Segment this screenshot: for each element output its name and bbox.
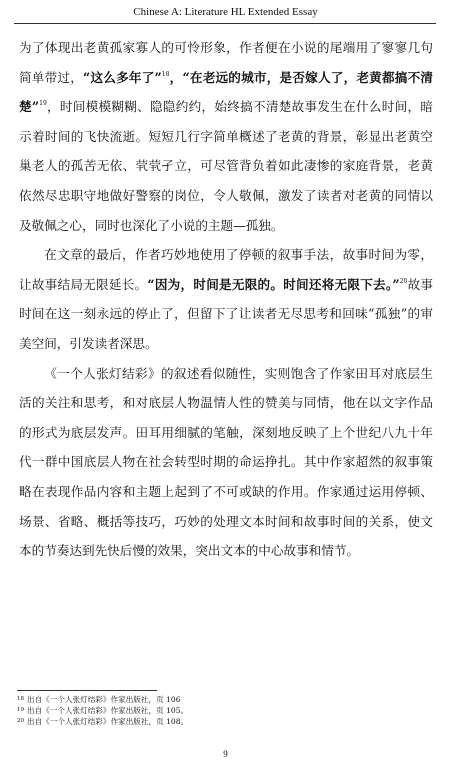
paragraph-1-text-1: 为了体现出老黄孤家寡人的可怜形象，作者便在小说的尾端用了寥寥几句简单带过，	[19, 40, 433, 85]
footnote-ref-18[interactable]: 18	[161, 70, 170, 78]
header-divider	[14, 23, 436, 24]
paragraph-3	[19, 359, 433, 566]
footnote-text: 出自《一个人张灯结彩》作家出版社，页 105。	[27, 706, 189, 715]
quote-far-city: “在老远的城市，是否嫁人了，老黄都搞不清楚”	[19, 69, 433, 115]
paragraph-1	[19, 33, 433, 240]
page-header: Chinese A: Literature HL Extended Essay	[133, 6, 318, 18]
paragraph-3-text: 《一个人张灯结彩》的叙述看似随性，实则饱含了作家田耳对底层生活的关注和思考，和对底层人物温情人性的赞美与同情，他在以文字作品的形式为底层发声。田耳用细腻的笔触，深刻地反映了上个世纪八九十年代一群中国底层人物在社会转型时期的命运挣扎。其中作家超然的叙事策略在表现作品内容和主题上起到了不可或缺的作用。作家通过运用停顿、场景、省略、概括等技巧，巧妙的处理文本时间和故事时间的关系，使文本的节奏达到先快后慢的效果，突出文本的中心故事和情节。	[19, 365, 433, 559]
footnote-ref-20[interactable]: 20	[399, 277, 408, 285]
footnote-divider	[17, 690, 157, 691]
footnote-number: 19	[17, 707, 24, 713]
quote-many-years: “这么多年了”	[83, 69, 162, 85]
footnote-ref-19[interactable]: 19	[39, 100, 47, 108]
paragraph-1-text-2: ，时间模模糊糊、隐隐约约，始终搞不清楚故事发生在什么时间，暗示着时间的飞快流逝。短短几行字简单概述了老黄的背景，彰显出老黄空巢老人的孤苦无依、茕茕孑立，可尽管背负着如此凄惨的家庭背景，老黄依然尽忠职守地做好警察的岗位，令人敬佩，激发了读者对老黄的同情以及敬佩之心，同时也深化了小说的主题—孤独。	[19, 99, 434, 233]
footnote-text: 出自《一个人张灯结彩》作家出版社，页 106	[27, 695, 181, 704]
essay-body	[19, 33, 433, 566]
footnotes	[17, 694, 437, 727]
paragraph-1-comma: ，	[169, 69, 183, 85]
footnote-item	[17, 694, 437, 705]
footnote-item	[17, 716, 437, 727]
footnote-number: 20	[17, 718, 24, 724]
page-number: 9	[223, 749, 228, 759]
paragraph-2-text-2: 故事时间在这一刻永远的停止了，但留下了让读者无尽思考和回味“孤独”的审美空间，引发读者深思。	[19, 276, 433, 351]
footnote-text: 出自《一个人张灯结彩》作家出版社，页 108。	[27, 717, 189, 726]
paragraph-2	[19, 240, 433, 358]
footnote-item	[17, 705, 437, 716]
paragraph-2-text-1: 在文章的最后，作者巧妙地使用了停顿的叙事手法，故事时间为零，让故事结局无限延长。	[19, 247, 433, 292]
footnote-number: 18	[17, 696, 24, 702]
quote-time-infinite: “因为，时间是无限的。时间还将无限下去。”	[147, 276, 400, 292]
